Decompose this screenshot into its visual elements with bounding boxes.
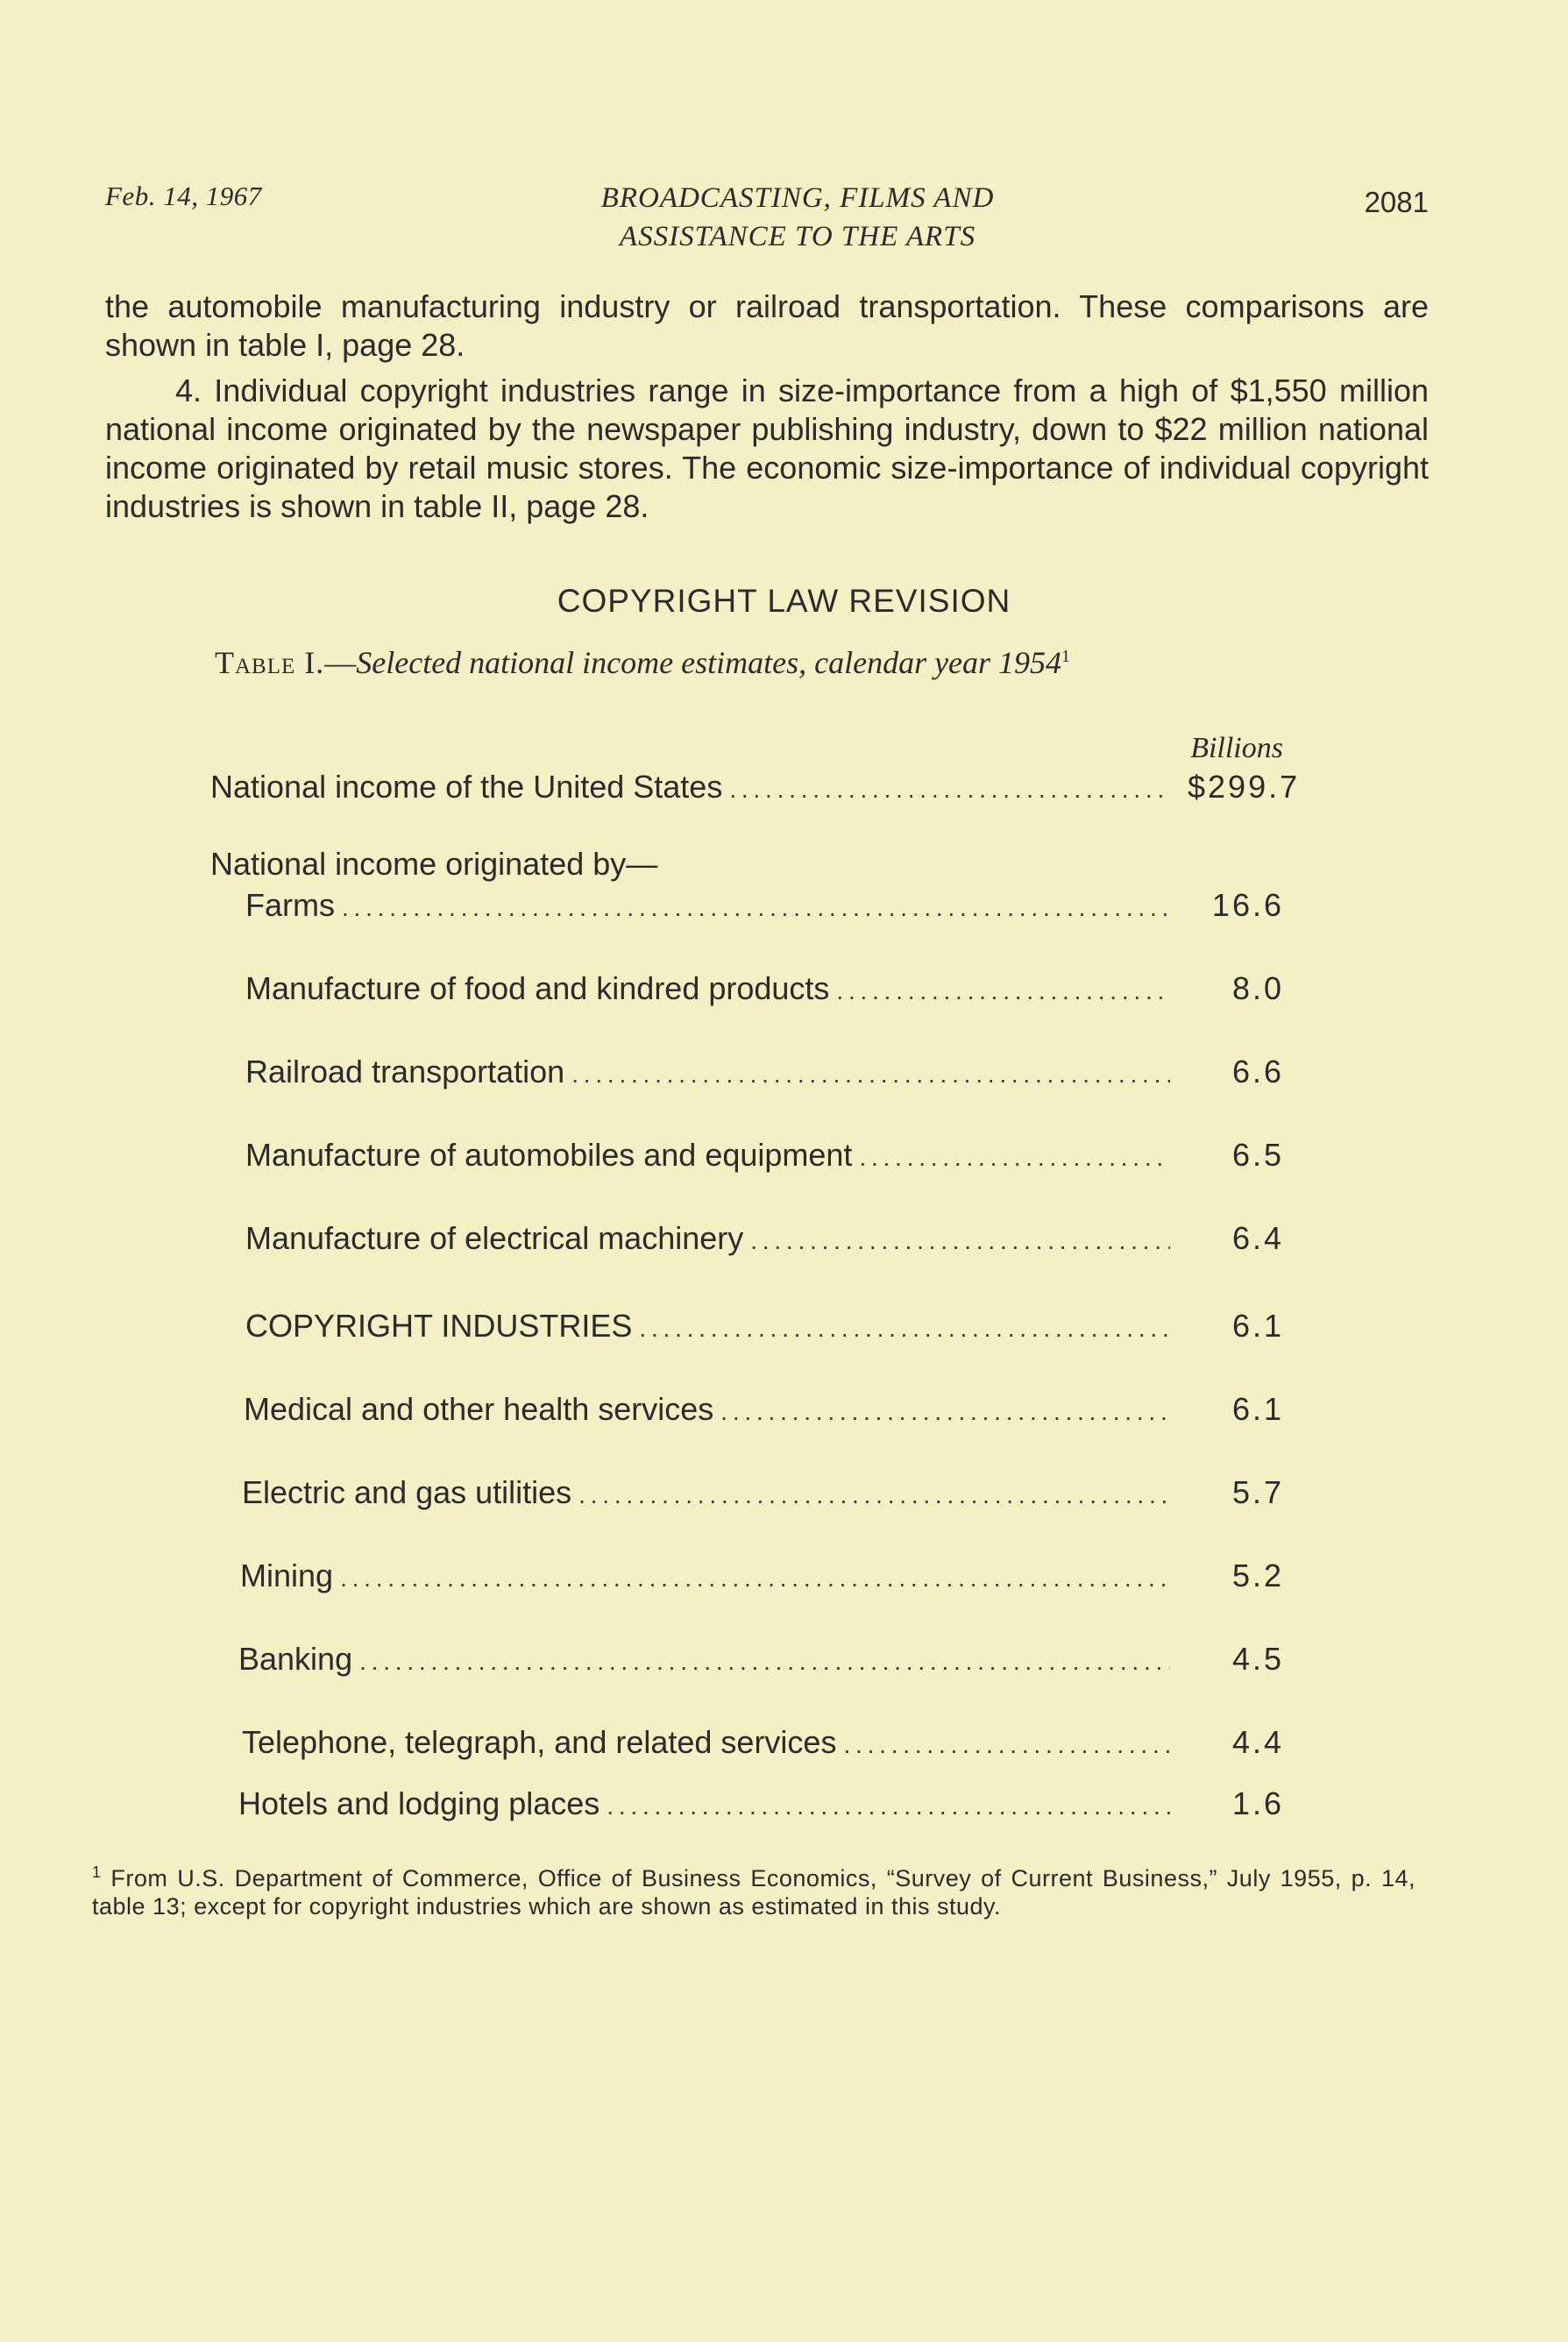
row-value: 6.1 [1231,1308,1284,1344]
leader-dots [340,1558,1170,1594]
table-caption-dash: — [324,645,357,680]
row-label: Medical and other health services [244,1391,714,1427]
row-label: Electric and gas utilities [242,1474,572,1510]
row-label: Railroad transportation [245,1054,565,1089]
table-row [245,1135,1284,1174]
table-row [242,1473,1284,1511]
row-value: 5.2 [1231,1558,1284,1593]
row-value: 8.0 [1231,970,1284,1006]
row-label: Manufacture of electrical machinery [245,1220,744,1256]
paragraph-1-text: the automobile manufacturing industry or railroad transportation. These comparisons are shown in table I, page 28. [105,288,1429,363]
row-label: Hotels and lodging places [238,1785,600,1821]
row-label: Mining [240,1558,334,1593]
footnote-text: From U.S. Department of Commerce, Office of Business Economics, “Survey of Current Business,” July 1955, p. 14, table 13; except for copyright industries which are shown as estimated in this study. [92,1865,1415,1920]
table-caption [215,644,1442,681]
section-title: COPYRIGHT LAW REVISION [557,583,1011,619]
group-heading: National income originated by— [210,846,658,882]
row-value: 6.6 [1231,1054,1284,1089]
row-label: COPYRIGHT INDUSTRIES [245,1308,633,1344]
leader-dots [359,1641,1170,1678]
row-value: 16.6 [1211,887,1284,923]
header-date: Feb. 14, 1967 [105,181,262,211]
table-row [245,885,1284,924]
row-value: $299.7 [1188,769,1301,805]
table-caption-title: Selected national income estimates, calendar year 1954 [356,645,1062,680]
header-title-line1: BROADCASTING, FILMS AND [600,182,995,214]
leader-dots [859,1137,1170,1174]
leader-dots [639,1308,1170,1345]
page-number: 2081 [1364,186,1429,218]
row-value: 4.5 [1231,1641,1284,1677]
table-row [242,1722,1284,1761]
row-label: Banking [238,1641,353,1677]
row-value: 4.4 [1231,1724,1284,1760]
header-title [368,179,1227,256]
leader-dots [836,970,1170,1007]
row-value: 5.7 [1231,1474,1284,1510]
leader-dots [720,1391,1170,1428]
row-value: 1.6 [1231,1785,1284,1821]
leader-dots [843,1724,1170,1761]
row-value: 6.5 [1231,1137,1284,1173]
row-label: Manufacture of food and kindred products [245,970,830,1006]
row-label: Manufacture of automobiles and equipment [245,1137,853,1173]
column-header-billions: Billions [1190,732,1283,764]
table-row [245,1052,1284,1090]
table-row [240,1556,1284,1594]
leader-dots [729,769,1170,806]
footnote-mark: 1 [92,1863,102,1881]
table-caption-label: Table I. [215,645,325,680]
row-label: Farms [245,887,335,923]
row-value: 6.1 [1231,1391,1284,1427]
table-row [245,1218,1284,1257]
table-caption-footnote-mark: 1 [1061,647,1071,666]
leader-dots [607,1785,1170,1822]
leader-dots [578,1474,1170,1511]
leader-dots [750,1220,1170,1257]
leader-dots [342,887,1170,924]
table-row [238,1784,1284,1822]
table-row-total [210,767,1301,806]
table-row [244,1389,1284,1428]
row-label: National income of the United States [210,769,723,805]
row-label: Telephone, telegraph, and related services [242,1724,837,1760]
footnote [92,1858,1415,1920]
table-row [238,1639,1284,1678]
paragraph-2-text: 4. Individual copyright industries range in size-importance from a high of $1,550 million national income originated by the newspaper publishing industry, down to $22 million national income originated by retail music stores. The economic size-importance of individual copyright industries is shown in table II, page 28. [105,373,1429,524]
header-title-line2: ASSISTANCE TO THE ARTS [619,221,976,252]
paragraph-2 [105,372,1429,526]
leader-dots [571,1054,1170,1090]
paragraph-1 [105,287,1429,365]
row-value: 6.4 [1231,1220,1284,1256]
running-head [105,175,1429,263]
table-row [245,1306,1284,1345]
table-row [245,969,1284,1007]
